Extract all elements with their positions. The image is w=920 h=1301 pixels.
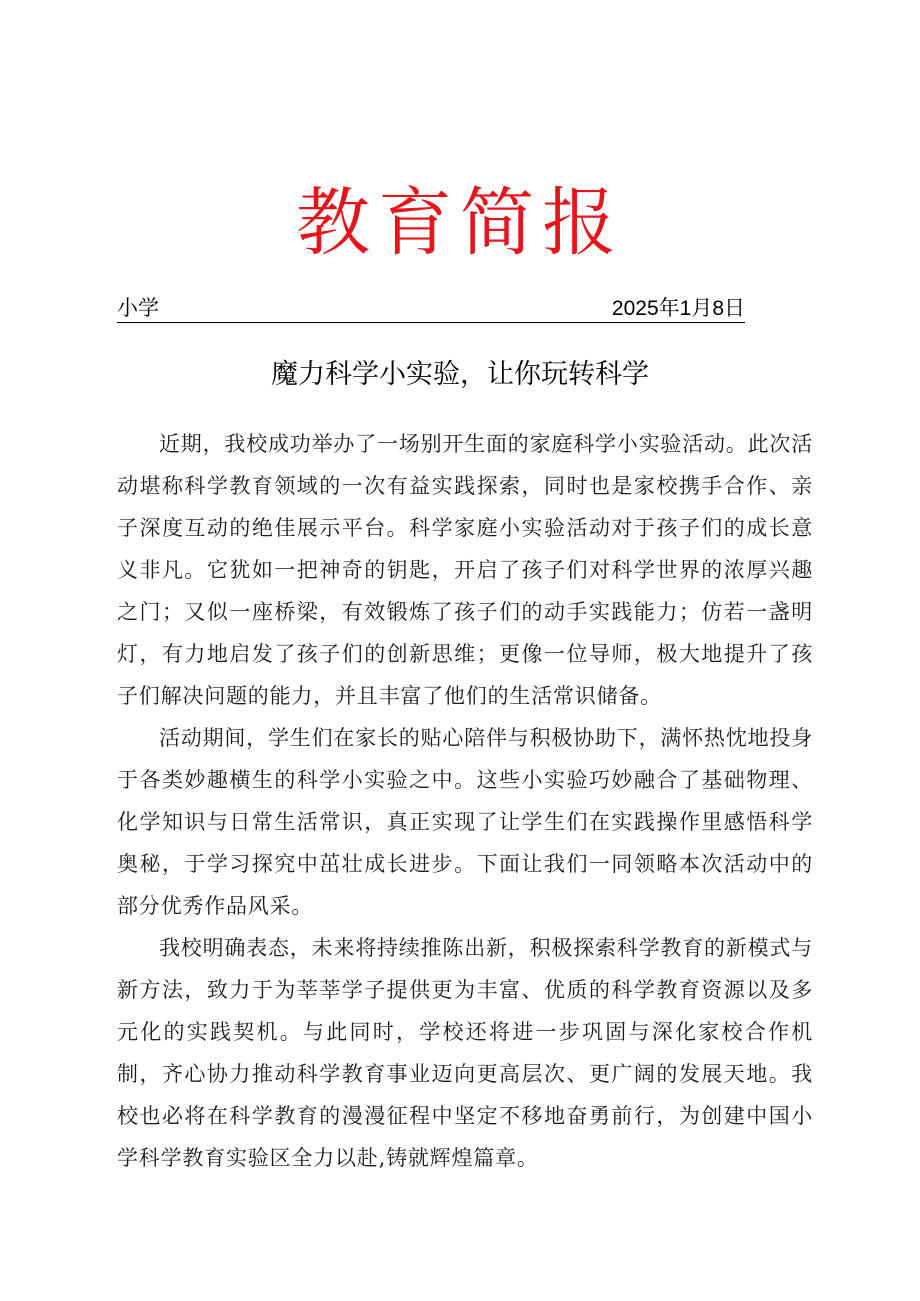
article-paragraph: 近期，我校成功举办了一场别开生面的家庭科学小实验活动。此次活动堪称科学教育领域的一次有益实践探索，同时也是家校携手合作、亲子深度互动的绝佳展示平台。科学家庭小实验活动对于孩子们的成长意义非凡。它犹如一把神奇的钥匙，开启了孩子们对科学世界的浓厚兴趣之门；又似一座桥梁，有效锻炼了孩子们的动手实践能力；仿若一盏明灯，有力地启发了孩子们的创新思维；更像一位导师，极大地提升了孩子们解决问题的能力，并且丰富了他们的生活常识储备。 [117,432,813,708]
publish-date: 2025年1月8日 [611,297,745,320]
article-paragraph: 我校明确表态，未来将持续推陈出新，积极探索科学教育的新模式与新方法，致力于为莘莘学子提供更为丰富、优质的科学教育资源以及多元化的实践契机。与此同时，学校还将进一步巩固与深化家校合作机制，齐心协力推动科学教育事业迈向更高层次、更广阔的发展天地。我校也必将在科学教育的漫漫征程中坚定不移地奋勇前行，为创建中国小学科学教育实验区全力以赴,铸就辉煌篇章。 [117,936,813,1170]
article-body [117,423,813,1179]
masthead-title: 教育简报 [296,180,624,266]
info-line [117,296,745,323]
article-headline: 魔力科学小实验，让你玩转科学 [271,359,649,389]
article-paragraph: 活动期间，学生们在家长的贴心陪伴与积极协助下，满怀热忱地投身于各类妙趣横生的科学小实验之中。这些小实验巧妙融合了基础物理、化学知识与日常生活常识，真正实现了让学生们在实践操作里感悟科学奥秘，于学习探究中茁壮成长进步。下面让我们一同领略本次活动中的部分优秀作品风采。 [117,726,813,918]
organization-name: 小学 [117,297,159,320]
